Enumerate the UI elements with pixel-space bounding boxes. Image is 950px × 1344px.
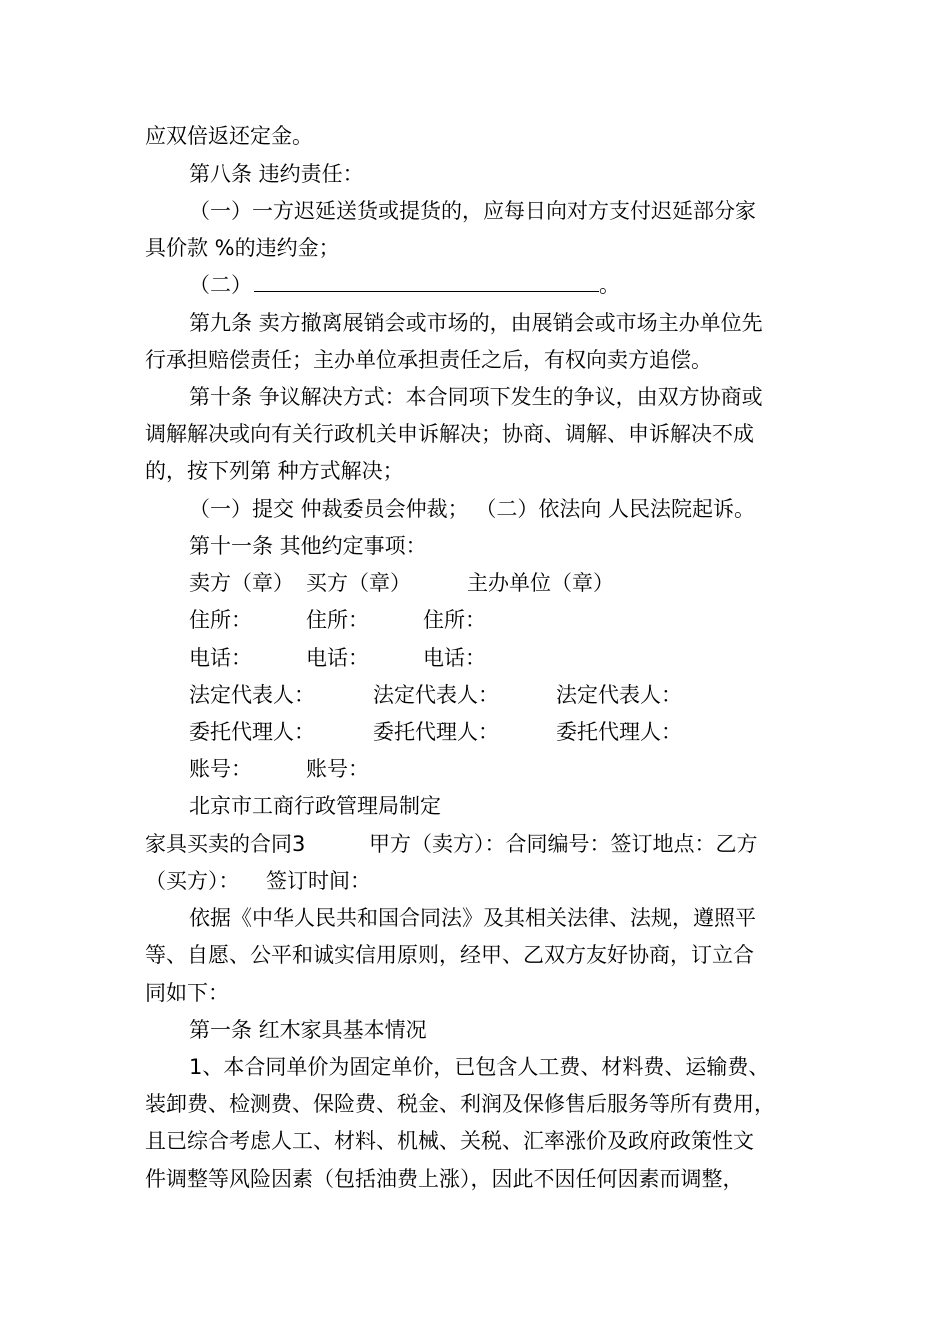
text-line: 1、本合同单价为固定单价，已包含人工费、材料费、运输费、 (189, 1055, 770, 1079)
signing-time-label: 签订时间： (266, 869, 371, 893)
legal-rep-label: 法定代表人： (373, 683, 499, 707)
text-line: 的，按下列第 种方式解决； (145, 459, 404, 483)
agent-label: 委托代理人： (373, 720, 499, 744)
text-line: 具价款 %的违约金； (145, 236, 340, 260)
address-label: 住所： (306, 608, 369, 632)
text-line: 同如下： (145, 981, 229, 1005)
text-line: 件调整等风险因素（包括油费上涨），因此不因任何因素而调整， (145, 1167, 744, 1191)
text-line: 第十一条 其他约定事项： (189, 534, 427, 558)
text-line: 且已综合考虑人工、材料、机械、关税、汇率涨价及政府政策性文 (145, 1129, 754, 1153)
account-label: 账号： (189, 757, 252, 781)
text-line: 第九条 卖方撤离展销会或市场的，由展销会或市场主办单位先 (189, 311, 763, 335)
text-line: 行承担赔偿责任；主办单位承担责任之后，有权向卖方追偿。 (145, 348, 712, 372)
text-line: 第十条 争议解决方式：本合同项下发生的争议，由双方协商或 (189, 385, 763, 409)
text-line: （二） (189, 273, 252, 297)
buyer-label: （买方）： (145, 869, 240, 893)
phone-label: 电话： (189, 646, 252, 670)
issuer-line: 北京市工商行政管理局制定 (189, 794, 441, 818)
text-line: 装卸费、检测费、保险费、税金、利润及保修售后服务等所有费用， (145, 1092, 775, 1116)
phone-label: 电话： (423, 646, 486, 670)
organizer-seal-label: 主办单位（章） (467, 571, 614, 595)
text-line (189, 271, 620, 299)
legal-rep-label: 法定代表人： (556, 683, 682, 707)
text-line: 调解解决或向有关行政机关申诉解决；协商、调解、申诉解决不成 (145, 422, 754, 446)
contract-parties-line: 甲方（卖方）：合同编号：签订地点：乙方 (369, 832, 758, 856)
agent-label: 委托代理人： (556, 720, 682, 744)
buyer-seal-label: 买方（章） (306, 571, 411, 595)
legal-rep-label: 法定代表人： (189, 683, 315, 707)
address-label: 住所： (423, 608, 486, 632)
section-heading: 第一条 红木家具基本情况 (189, 1018, 427, 1042)
phone-label: 电话： (306, 646, 369, 670)
agent-label: 委托代理人： (189, 720, 315, 744)
seller-seal-label: 卖方（章） (189, 571, 294, 595)
fill-in-blank (254, 271, 599, 292)
address-label: 住所： (189, 608, 252, 632)
text-line: 等、自愿、公平和诚实信用原则，经甲、乙双方友好协商，订立合 (145, 943, 754, 967)
text-line: 第八条 违约责任： (189, 162, 364, 186)
text-line: （一）一方迟延送货或提货的，应每日向对方支付迟延部分家 (189, 199, 756, 223)
text-line: （一）提交 仲裁委员会仲裁； （二）依法向 人民法院起诉。 (189, 497, 756, 521)
text-line: 。 (599, 273, 620, 297)
contract-title: 家具买卖的合同3 (145, 832, 306, 856)
account-label: 账号： (306, 757, 369, 781)
text-line: 应双倍返还定金。 (145, 124, 313, 148)
text-line: 依据《中华人民共和国合同法》及其相关法律、法规，遵照平 (189, 906, 756, 930)
